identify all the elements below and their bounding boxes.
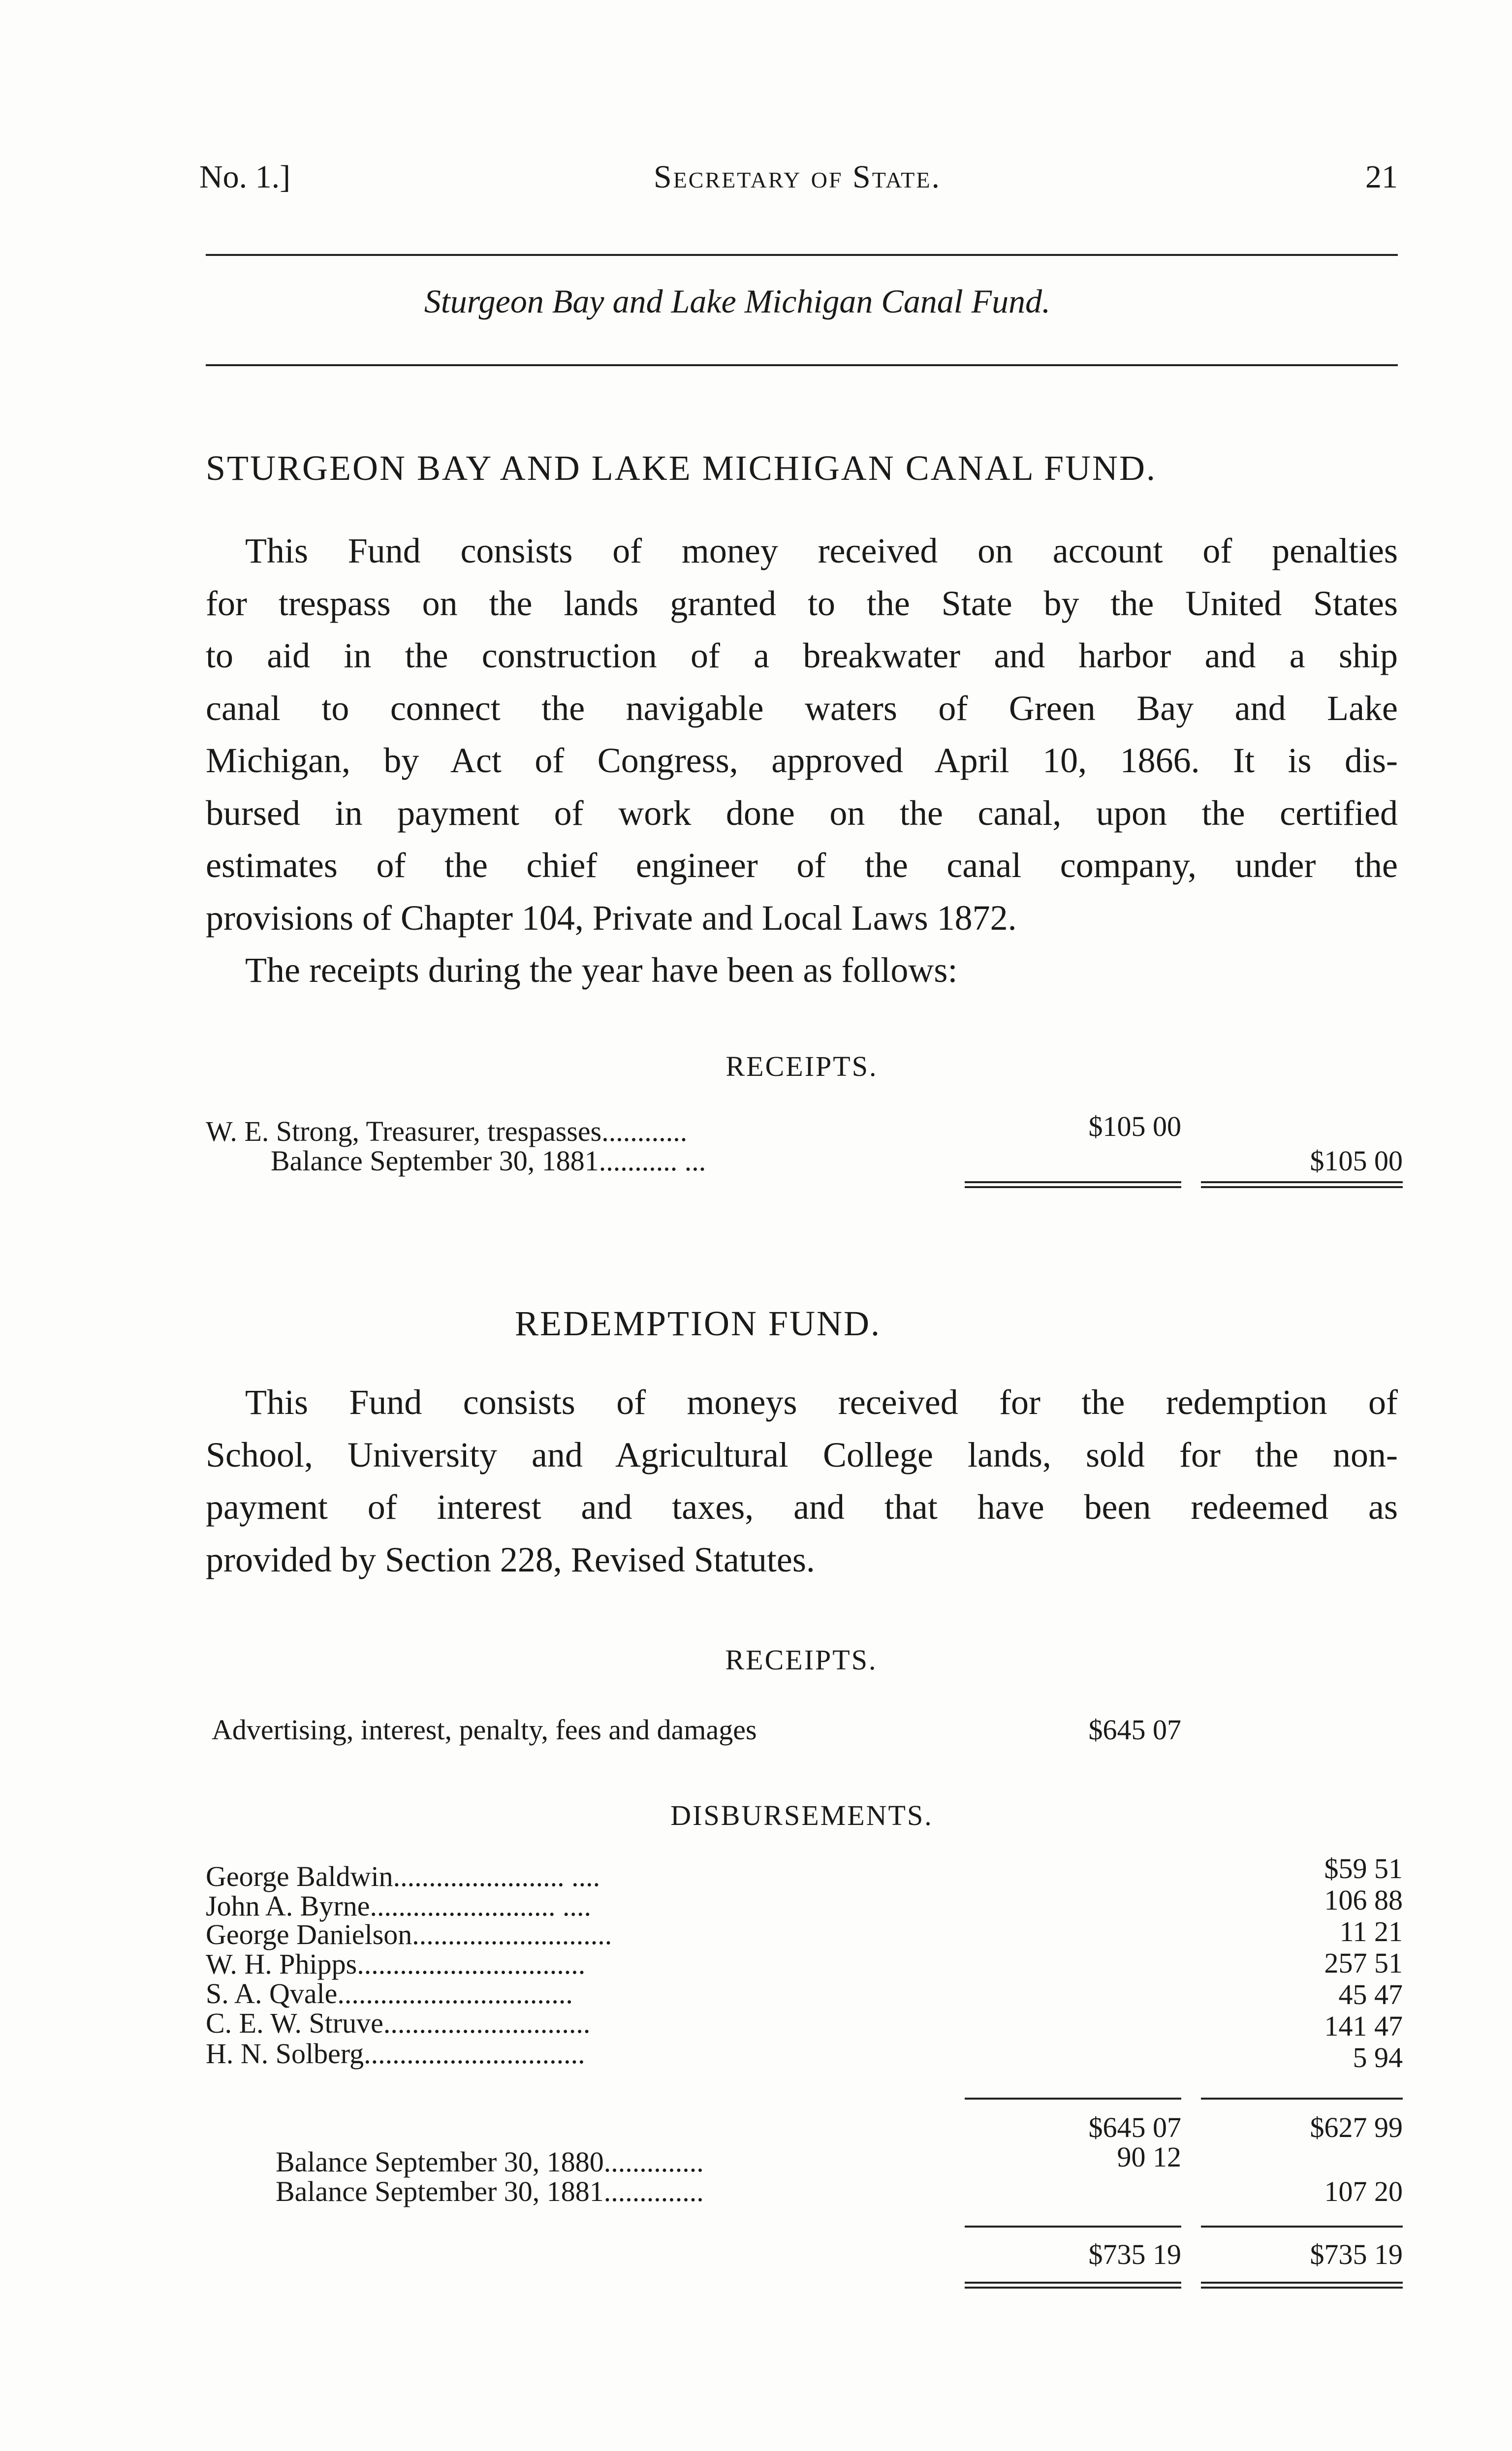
disbursements-heading: DISBURSEMENTS. — [670, 1799, 933, 1831]
ledger-amount: 257 51 — [1324, 1947, 1403, 1979]
subtotal-rule — [1201, 2098, 1403, 2100]
paragraph-line: Michigan, by Act of Congress, approved April 10, 1866. It is dis- — [206, 741, 1398, 780]
header-section-number: No. 1.] — [199, 159, 291, 195]
ledger-amount: 106 88 — [1324, 1884, 1403, 1916]
subtotal-amount: $645 07 — [1088, 2111, 1181, 2143]
paragraph-line: provided by Section 228, Revised Statutes. — [206, 1540, 815, 1579]
ledger-row-label: C. E. W. Struve............................. — [206, 2007, 591, 2039]
ledger-amount: $59 51 — [1324, 1853, 1403, 1885]
ledger-row-label: W. E. Strong, Treasurer, trespasses............ — [206, 1115, 688, 1147]
ledger-row-label: Balance September 30, 1881.............. — [276, 2175, 704, 2207]
subtitle-rule — [206, 364, 1398, 366]
total-rule — [1201, 2226, 1403, 2228]
ledger-row-label: John A. Byrne.......................... .... — [206, 1890, 591, 1922]
paragraph-line: provisions of Chapter 104, Private and Local Laws 1872. — [206, 898, 1017, 938]
redemption-fund-heading: REDEMPTION FUND. — [514, 1304, 882, 1343]
ledger-row-label: Balance September 30, 1880.............. — [276, 2146, 704, 2178]
ledger-amount: 90 12 — [1117, 2141, 1181, 2173]
ledger-row-label: Balance September 30, 1881........... ... — [271, 1145, 706, 1177]
ledger-row-label: George Baldwin........................ .... — [206, 1860, 600, 1892]
paragraph-line: canal to connect the navigable waters of Green Bay and Lake — [206, 688, 1398, 728]
ledger-row-label: S. A. Qvale................................. — [206, 1978, 573, 2010]
double-rule — [965, 1181, 1181, 1188]
canal-fund-heading: STURGEON BAY AND LAKE MICHIGAN CANAL FUND. — [206, 448, 1157, 488]
paragraph-line: for trespass on the lands granted to the State by the United States — [206, 583, 1398, 623]
header-rule — [206, 254, 1398, 256]
ledger-amount: 141 47 — [1324, 2010, 1403, 2042]
ledger-row-label: W. H. Phipps................................ — [206, 1948, 586, 1980]
total-amount: $735 19 — [1088, 2238, 1181, 2270]
total-rule — [965, 2226, 1181, 2228]
ledger-amount: 5 94 — [1353, 2042, 1403, 2074]
canal-fund-paragraph — [206, 525, 1398, 997]
subtotal-amount: $627 99 — [1310, 2111, 1403, 2143]
paragraph-line: This Fund consists of money received on account of penalties — [245, 531, 1398, 570]
paragraph-line: estimates of the chief engineer of the canal company, under the — [206, 846, 1398, 885]
ledger-amount: 45 47 — [1338, 1979, 1403, 2011]
ledger-amount: $645 07 — [1088, 1714, 1181, 1746]
paragraph-line: School, University and Agricultural College lands, sold for the non- — [206, 1435, 1398, 1475]
redemption-fund-paragraph — [206, 1376, 1398, 1586]
ledger-row-label: H. N. Solberg............................... — [206, 2038, 585, 2070]
ledger-amount: $105 00 — [1310, 1145, 1403, 1177]
double-rule — [965, 2282, 1181, 2289]
ledger-row-label: George Danielson............................ — [206, 1918, 612, 1950]
double-rule — [1201, 1181, 1403, 1188]
total-amount: $735 19 — [1310, 2238, 1403, 2270]
subtotal-rule — [965, 2098, 1181, 2100]
paragraph-line: to aid in the construction of a breakwater and harbor and a ship — [206, 636, 1398, 675]
ledger-amount: 11 21 — [1339, 1916, 1403, 1948]
intro-line: The receipts during the year have been as follows: — [245, 950, 958, 990]
page-number: 21 — [1365, 159, 1398, 195]
ledger-amount: $105 00 — [1088, 1110, 1181, 1142]
page-subtitle: Sturgeon Bay and Lake Michigan Canal Fund. — [424, 283, 1051, 320]
ledger-row-label: Advertising, interest, penalty, fees and damages — [212, 1714, 757, 1746]
redemption-receipts-heading: RECEIPTS. — [725, 1644, 878, 1676]
paragraph-line: bursed in payment of work done on the canal, upon the certified — [206, 793, 1398, 833]
paragraph-line: This Fund consists of moneys received for the redemption of — [245, 1383, 1398, 1422]
header-title: Secretary of State. — [653, 159, 941, 195]
paragraph-line: payment of interest and taxes, and that have been redeemed as — [206, 1487, 1398, 1527]
ledger-amount: 107 20 — [1324, 2175, 1403, 2207]
canal-receipts-heading: RECEIPTS. — [725, 1050, 878, 1082]
double-rule — [1201, 2282, 1403, 2289]
